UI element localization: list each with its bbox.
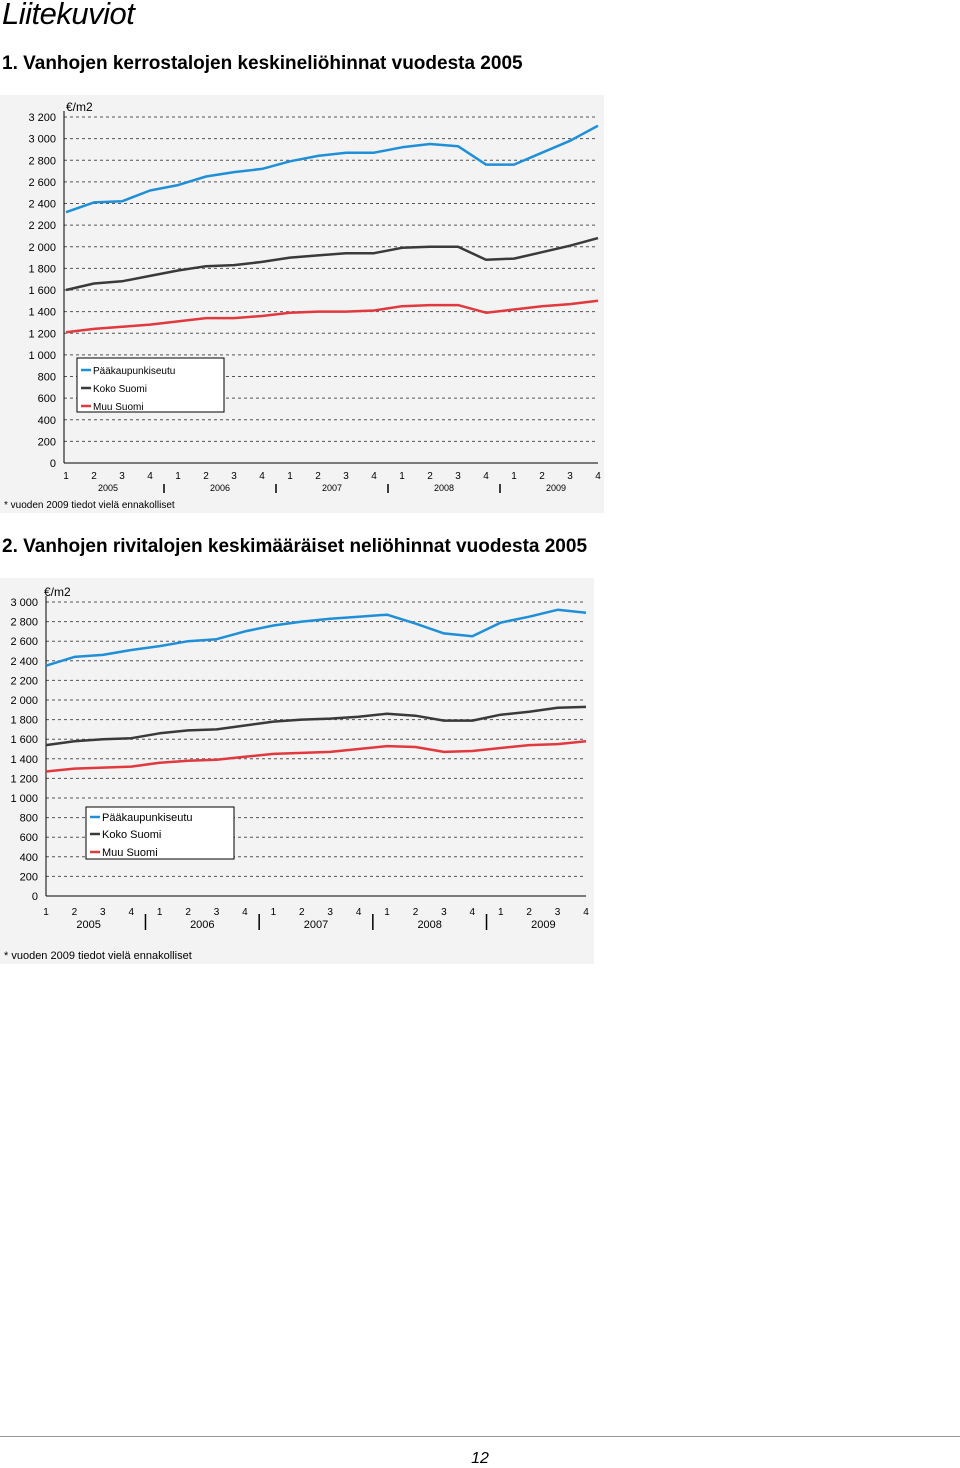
y-tick-label: 3 200 <box>28 112 56 124</box>
y-tick-label: 3 000 <box>28 133 56 146</box>
x-tick-label: 4 <box>595 471 601 482</box>
y-tick-label: 600 <box>37 393 56 406</box>
y-tick-label: 2 000 <box>10 695 38 707</box>
y-tick-label: 2 400 <box>10 655 38 668</box>
y-tick-label: 1 600 <box>10 734 38 747</box>
x-tick-label: 1 <box>384 907 390 918</box>
chart-2-title: 2. Vanhojen rivitalojen keskimääräiset neliöhinnat vuodesta 2005 <box>2 536 588 557</box>
y-tick-label: 800 <box>37 371 56 384</box>
year-label: 2009 <box>531 919 556 931</box>
x-tick-label: 2 <box>299 907 305 918</box>
x-tick-label: 2 <box>315 471 321 482</box>
x-tick-label: 2 <box>71 907 78 918</box>
page-number: 12 <box>471 1450 489 1467</box>
x-tick-label: 4 <box>371 471 377 482</box>
year-label: 2008 <box>433 483 455 493</box>
y-tick-label: 1 200 <box>10 773 38 786</box>
y-tick-label: 400 <box>37 414 56 427</box>
y-tick-label: 1 400 <box>28 306 56 319</box>
x-tick-label: 4 <box>483 471 489 482</box>
x-tick-label: 1 <box>63 471 69 482</box>
y-tick-label: 2 400 <box>28 198 56 211</box>
chart-footnote: * vuoden 2009 tiedot vielä ennakolliset <box>4 950 192 962</box>
x-tick-label: 1 <box>497 907 504 918</box>
y-tick-label: 2 600 <box>28 176 56 189</box>
x-tick-label: 2 <box>91 471 97 482</box>
y-tick-label: 3 000 <box>10 597 38 609</box>
x-tick-label: 3 <box>343 471 349 482</box>
y-tick-label: 200 <box>19 871 38 884</box>
x-tick-label: 4 <box>259 471 265 482</box>
year-label: 2008 <box>417 919 442 931</box>
footer-rule <box>0 1436 960 1437</box>
y-tick-label: 2 000 <box>28 241 56 254</box>
x-tick-label: 3 <box>119 471 125 482</box>
year-label: 2007 <box>321 483 343 493</box>
legend-label: Koko Suomi <box>93 384 147 395</box>
legend-label: Koko Suomi <box>102 829 162 841</box>
x-tick-label: 2 <box>427 471 433 482</box>
plot-background <box>0 95 604 513</box>
x-tick-label: 2 <box>185 907 191 918</box>
x-tick-label: 1 <box>399 471 405 482</box>
x-tick-label: 3 <box>327 907 333 918</box>
legend-label: Muu Suomi <box>102 847 158 859</box>
chart-1 <box>0 95 604 513</box>
x-tick-label: 2 <box>412 907 419 918</box>
y-tick-label: 0 <box>49 458 56 470</box>
x-tick-label: 1 <box>43 907 49 918</box>
y-tick-label: 1 800 <box>10 714 38 727</box>
legend-label: Pääkaupunkiseutu <box>102 812 193 824</box>
year-label: 2006 <box>209 483 231 493</box>
x-tick-label: 3 <box>100 907 106 918</box>
chart-1-title: 1. Vanhojen kerrostalojen keskineliöhinnat vuodesta 2005 <box>2 53 523 74</box>
x-tick-label: 3 <box>441 907 447 918</box>
year-label: 2007 <box>303 919 329 931</box>
x-tick-label: 1 <box>287 471 293 482</box>
x-tick-label: 3 <box>231 471 237 482</box>
y-tick-label: 2 200 <box>28 220 56 233</box>
y-tick-label: 1 000 <box>28 349 56 362</box>
legend-label: Muu Suomi <box>93 402 144 413</box>
y-tick-label: 1 200 <box>28 328 56 341</box>
x-tick-label: 1 <box>270 907 277 918</box>
chart-footnote: * vuoden 2009 tiedot vielä ennakolliset <box>4 500 175 511</box>
x-tick-label: 4 <box>128 907 135 918</box>
x-tick-label: 1 <box>156 907 163 918</box>
x-tick-label: 4 <box>355 907 362 918</box>
x-tick-label: 1 <box>511 471 517 482</box>
x-tick-label: 3 <box>213 907 220 918</box>
y-tick-label: 2 600 <box>10 636 38 649</box>
y-tick-label: 0 <box>31 891 38 903</box>
x-tick-label: 1 <box>175 471 181 482</box>
y-tick-label: 600 <box>19 832 38 845</box>
year-label: 2009 <box>545 483 567 493</box>
unit-label: €/m2 <box>44 585 71 599</box>
year-label: 2005 <box>97 483 119 493</box>
year-label: 2006 <box>190 919 215 931</box>
page-heading: Liitekuviot <box>2 0 135 31</box>
legend-label: Pääkaupunkiseutu <box>93 366 176 377</box>
y-tick-label: 400 <box>19 851 38 864</box>
x-tick-label: 4 <box>242 907 248 918</box>
y-tick-label: 1 400 <box>10 753 38 766</box>
x-tick-label: 3 <box>567 471 573 482</box>
x-tick-label: 2 <box>526 907 532 918</box>
y-tick-label: 2 200 <box>10 675 38 688</box>
x-tick-label: 2 <box>539 471 545 482</box>
plot-background <box>0 578 594 964</box>
y-tick-label: 1 600 <box>28 285 56 297</box>
year-label: 2005 <box>76 919 101 931</box>
x-tick-label: 4 <box>147 471 153 482</box>
x-tick-label: 3 <box>554 907 561 918</box>
x-tick-label: 3 <box>455 471 461 482</box>
x-tick-label: 4 <box>469 907 476 918</box>
y-tick-label: 200 <box>37 436 56 449</box>
chart-2 <box>0 578 594 964</box>
unit-label: €/m2 <box>66 100 93 114</box>
y-tick-label: 2 800 <box>28 155 56 168</box>
y-tick-label: 1 000 <box>10 793 38 805</box>
x-tick-label: 4 <box>583 907 589 918</box>
y-tick-label: 1 800 <box>28 263 56 276</box>
y-tick-label: 2 800 <box>10 616 38 629</box>
x-tick-label: 2 <box>203 471 209 482</box>
y-tick-label: 800 <box>19 812 38 825</box>
